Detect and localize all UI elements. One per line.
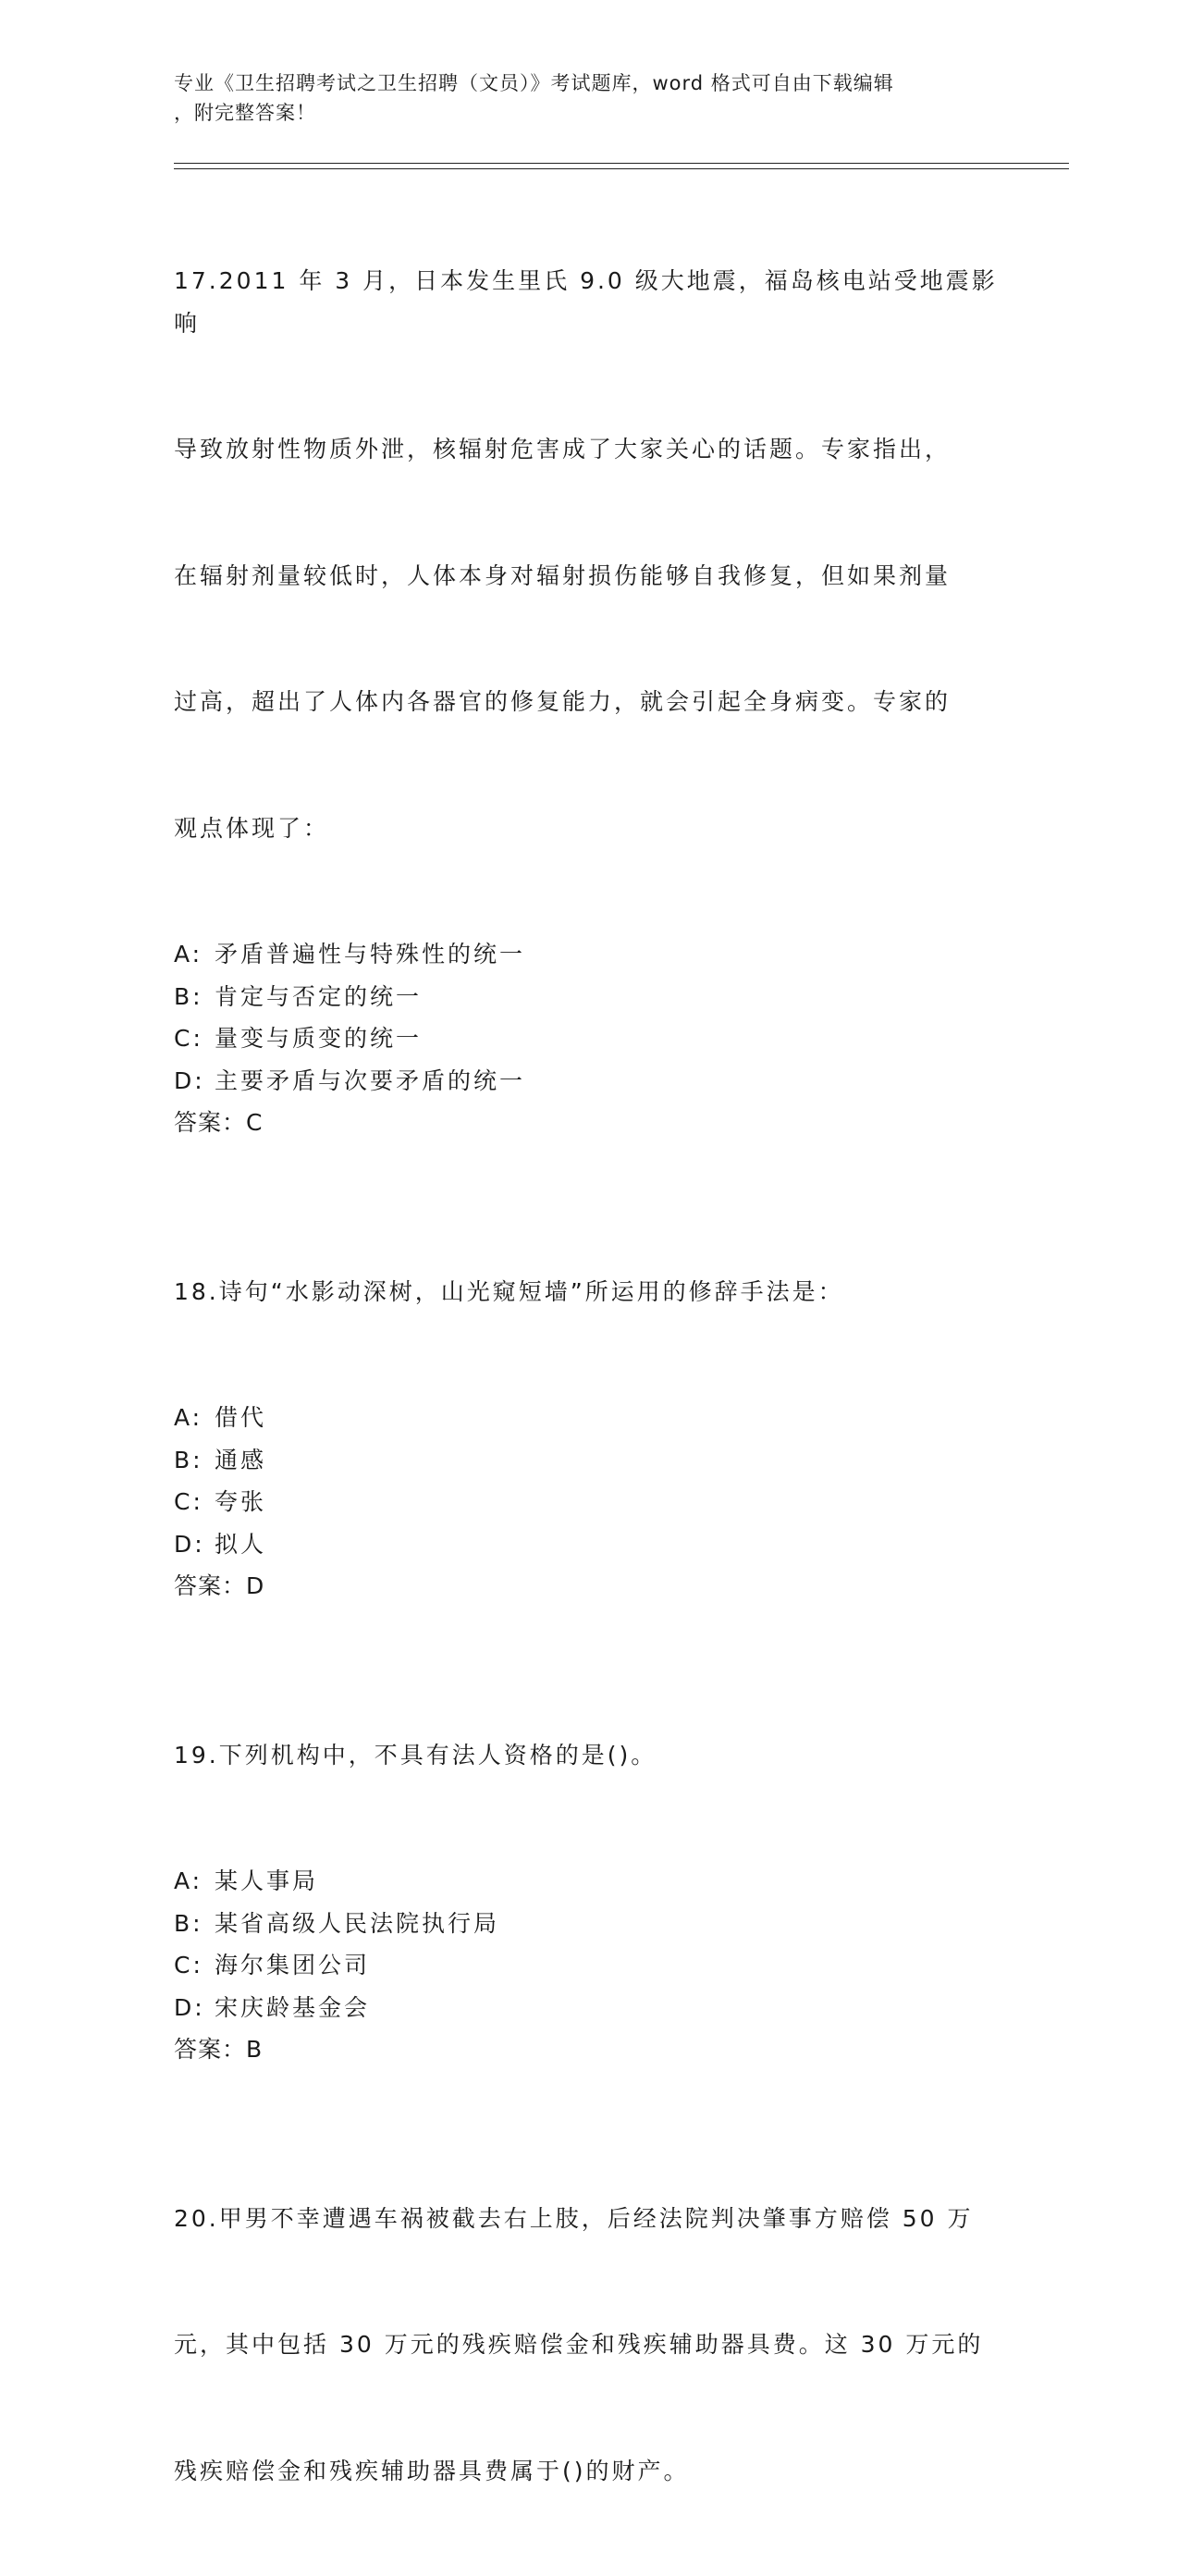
question-stem xyxy=(174,176,1006,933)
option-letter: D: xyxy=(174,1987,215,2029)
option-b xyxy=(174,1439,1006,1482)
option-letter: B: xyxy=(174,1903,215,1945)
header-rule-bottom xyxy=(174,168,1069,169)
option-text: 量变与质变的统一 xyxy=(215,1025,422,1052)
option-text: 主要矛盾与次要矛盾的统一 xyxy=(215,1067,525,1094)
question-17 xyxy=(174,176,1006,1144)
option-letter: D: xyxy=(174,1523,215,1566)
option-letter: C: xyxy=(174,1017,215,1060)
option-text: 海尔集团公司 xyxy=(215,1952,370,1978)
question-stem xyxy=(174,1187,1006,1398)
option-text: 某省高级人民法院执行局 xyxy=(215,1910,499,1937)
stem-line: 在辐射剂量较低时，人体本身对辐射损伤能够自我修复，但如果剂量 xyxy=(174,555,1006,598)
question-stem xyxy=(174,1650,1006,1861)
option-text: 借代 xyxy=(215,1404,266,1431)
stem-line: 19.下列机构中，不具有法人资格的是()。 xyxy=(174,1734,1006,1777)
question-19 xyxy=(174,1650,1006,2071)
option-letter: D: xyxy=(174,1060,215,1103)
option-letter: A: xyxy=(174,1860,215,1903)
stem-line: 元，其中包括 30 万元的残疾赔偿金和残疾辅助器具费。这 30 万元的 xyxy=(174,2323,1006,2366)
option-c xyxy=(174,1017,1006,1060)
option-text: 通感 xyxy=(215,1447,266,1473)
option-d xyxy=(174,1523,1006,1566)
stem-line: 18.诗句“水影动深树，山光窥短墙”所运用的修辞手法是： xyxy=(174,1271,1006,1313)
stem-line: 17.2011 年 3 月，日本发生里氏 9.0 级大地震，福岛核电站受地震影响 xyxy=(174,260,1006,344)
option-letter: B: xyxy=(174,976,215,1018)
option-text: 某人事局 xyxy=(215,1867,318,1894)
stem-line: 20.甲男不幸遭遇车祸被截去右上肢，后经法院判决肇事方赔偿 50 万 xyxy=(174,2198,1006,2240)
answer-line: 答案：D xyxy=(174,1565,1006,1608)
stem-line: 导致放射性物质外泄，核辐射危害成了大家关心的话题。专家指出， xyxy=(174,428,1006,471)
option-text: 宋庆龄基金会 xyxy=(215,1994,370,2021)
spacer xyxy=(174,1144,1006,1187)
document-header xyxy=(174,68,988,128)
stem-line: 残疾赔偿金和残疾辅助器具费属于()的财产。 xyxy=(174,2450,1006,2493)
option-b xyxy=(174,976,1006,1018)
option-letter: C: xyxy=(174,1944,215,1987)
option-text: 肯定与否定的统一 xyxy=(215,983,422,1010)
question-20 xyxy=(174,2114,1006,2576)
option-a xyxy=(174,1860,1006,1903)
option-text: 拟人 xyxy=(215,1531,266,1558)
option-b xyxy=(174,1903,1006,1945)
stem-line: 过高，超出了人体内各器官的修复能力，就会引起全身病变。专家的 xyxy=(174,681,1006,723)
header-line-1: 专业《卫生招聘考试之卫生招聘（文员）》考试题库，word 格式可自由下载编辑 xyxy=(174,68,988,98)
option-letter: A: xyxy=(174,1397,215,1439)
question-stem xyxy=(174,2114,1006,2576)
option-c xyxy=(174,1481,1006,1523)
option-d xyxy=(174,1987,1006,2029)
answer-line: 答案：B xyxy=(174,2028,1006,2071)
option-letter: A: xyxy=(174,933,215,976)
option-letter: B: xyxy=(174,1439,215,1482)
option-letter: C: xyxy=(174,1481,215,1523)
header-rule-top xyxy=(174,163,1069,164)
option-a xyxy=(174,933,1006,976)
spacer xyxy=(174,1608,1006,1650)
option-c xyxy=(174,1944,1006,1987)
option-d xyxy=(174,1060,1006,1103)
header-line-2: ，附完整答案！ xyxy=(174,98,988,128)
question-list xyxy=(174,176,1006,2576)
option-text: 夸张 xyxy=(215,1488,266,1515)
question-18 xyxy=(174,1187,1006,1608)
option-text: 矛盾普遍性与特殊性的统一 xyxy=(215,941,525,968)
option-a xyxy=(174,1397,1006,1439)
answer-line: 答案：C xyxy=(174,1102,1006,1144)
stem-line: 观点体现了： xyxy=(174,807,1006,850)
spacer xyxy=(174,2071,1006,2114)
